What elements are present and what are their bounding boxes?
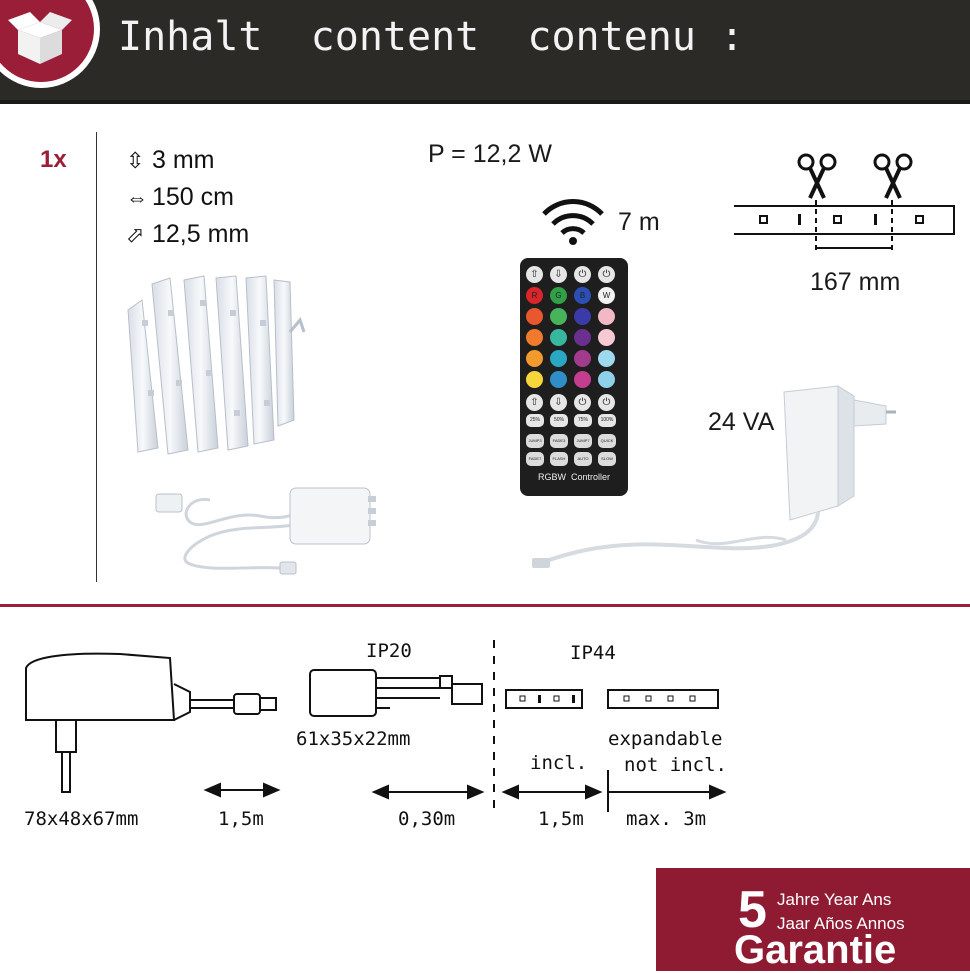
expandable-label: expandable: [608, 728, 723, 750]
remote-color-row-3-button-1: [550, 350, 567, 367]
dimension-height-value: 3 mm: [152, 146, 215, 174]
remote-model-label: RGBW: [537, 472, 566, 482]
remote-color-row-1-button-0: [526, 308, 543, 325]
remote-mode-2-button-2: AUTO: [574, 452, 592, 466]
height-arrow-icon: ⇳: [126, 148, 145, 173]
not-included-label: not incl.: [624, 754, 727, 776]
remote-color-row-2-button-0: [526, 329, 543, 346]
led-strip-coil-image: [118, 270, 318, 460]
quantity-label: 1x: [40, 146, 67, 173]
section-divider: [0, 604, 970, 607]
cable-length-psu: 1,5m: [218, 808, 264, 830]
remote-mode-2-button-1: FLASH: [550, 452, 568, 466]
cut-distance: 167 mm: [810, 268, 901, 296]
dimension-width-value: 150 cm: [152, 183, 234, 211]
remote-type-label: Controller: [571, 472, 611, 482]
power-rating: P = 12,2 W: [428, 140, 552, 168]
remote-mid-button-2: ⏻: [574, 394, 591, 411]
wifi-icon: [540, 198, 606, 246]
width-arrow-icon: ⇔: [126, 185, 148, 210]
remote-top-button-3: ⏻: [598, 266, 615, 283]
page-title: Inhalt content contenu :: [118, 14, 745, 60]
remote-color-row-1-button-1: [550, 308, 567, 325]
controller-size: 61x35x22mm: [296, 728, 411, 750]
controller-ip-rating: IP20: [366, 640, 412, 662]
remote-color-row-3-button-2: [574, 350, 591, 367]
remote-mode-1-button-0: JUMP3: [526, 434, 544, 448]
dimension-height: [126, 146, 215, 175]
remote-mode-2-button-3: SLOW: [598, 452, 616, 466]
diagonal-arrow-icon: ⬀: [126, 222, 145, 247]
psu-size: 78x48x67mm: [24, 808, 139, 830]
cable-length-controller: 0,30m: [398, 808, 456, 830]
remote-mode-1-button-2: JUMP7: [574, 434, 592, 448]
remote-color-row-2-button-2: [574, 329, 591, 346]
remote-range: 7 m: [618, 208, 660, 236]
remote-color-row-3-button-3: [598, 350, 615, 367]
remote-percent-button-0: 25%: [526, 414, 544, 427]
remote-percent-button-3: 100%: [598, 414, 616, 427]
remote-percent-button-1: 50%: [550, 414, 568, 427]
remote-top-button-1: ⇩: [550, 266, 567, 283]
remote-color-row-2-button-1: [550, 329, 567, 346]
warranty-line-2: Jaar Años Annos: [777, 914, 905, 933]
remote-mid-button-3: ⏻: [598, 394, 615, 411]
warranty-line-1: Jahre Year Ans: [777, 890, 892, 909]
remote-color-row-2-button-3: [598, 329, 615, 346]
remote-color-row-0-button-3: W: [598, 287, 615, 304]
remote-percent-button-2: 75%: [574, 414, 592, 427]
remote-mode-1-button-1: FADE3: [550, 434, 568, 448]
max-length: max. 3m: [626, 808, 707, 830]
quantity-divider: [96, 132, 97, 582]
warranty-word: Garantie: [734, 928, 897, 972]
remote-color-row-1-button-2: [574, 308, 591, 325]
strip-cut-diagram: [730, 200, 960, 260]
warranty-years: 5: [738, 881, 767, 939]
controller-box-image: [150, 480, 390, 585]
scissors-icon: [794, 152, 914, 202]
remote-color-row-3-button-0: [526, 350, 543, 367]
dimension-depth: [126, 220, 249, 249]
power-supply-image: [526, 380, 906, 580]
included-label: incl.: [530, 752, 588, 774]
strip-length: 1,5m: [538, 808, 584, 830]
remote-color-row-0-button-2: B: [574, 287, 591, 304]
remote-color-row-0-button-1: G: [550, 287, 567, 304]
dimension-width: [126, 183, 234, 212]
open-box-icon: [4, 8, 76, 68]
dimension-depth-value: 12,5 mm: [152, 220, 250, 248]
remote-color-row-1-button-3: [598, 308, 615, 325]
header-underline: [0, 100, 970, 104]
remote-top-button-0: ⇧: [526, 266, 543, 283]
remote-mid-button-1: ⇩: [550, 394, 567, 411]
power-supply-rating: 24 VA: [708, 408, 775, 436]
remote-mode-1-button-3: QUICK: [598, 434, 616, 448]
remote-top-button-2: ⏻: [574, 266, 591, 283]
remote-mid-button-0: ⇧: [526, 394, 543, 411]
remote-color-row-0-button-0: R: [526, 287, 543, 304]
strip-ip-rating: IP44: [570, 642, 616, 664]
remote-mode-2-button-0: FADE7: [526, 452, 544, 466]
